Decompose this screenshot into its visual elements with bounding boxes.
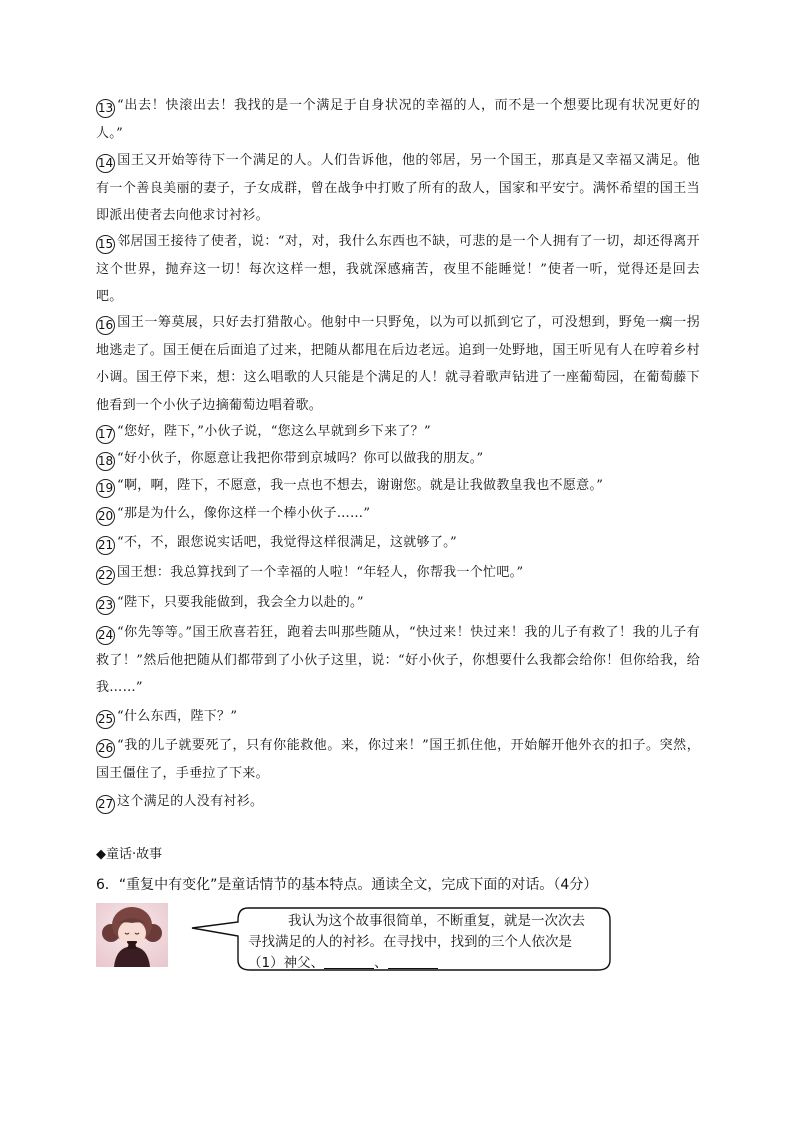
paragraph-number: 19 <box>96 479 115 498</box>
paragraph-19 <box>96 472 700 500</box>
paragraph-text: 国王又开始等待下一个满足的人。人们告诉他，他的邻居，另一个国王，那真是又幸福又满足。他有一个善良美丽的妻子，子女成群，曾在战争中打败了所有的敌人，国家和平安宁。满怀希望的国王当即派出使者去向他求讨衬衫。 <box>96 153 700 223</box>
paragraph-21 <box>96 529 700 557</box>
paragraph-text: “你先等等。”国王欣喜若狂，跑着去叫那些随从，“快过来！快过来！我的儿子有救了！我的儿子有救了！”然后他把随从们都带到了小伙子这里，说：“好小伙子，你想要什么我都会给你！但你给我，给我……” <box>96 625 700 695</box>
paragraph-text: “啊，啊，陛下，不愿意，我一点也不想去，谢谢您。就是让我做教皇我也不愿意。” <box>117 478 604 493</box>
answer-blank-2[interactable] <box>324 954 374 969</box>
paragraph-number: 17 <box>96 425 115 444</box>
paragraph-25 <box>96 703 700 731</box>
girl-illustration-icon <box>96 903 168 967</box>
paragraph-13 <box>96 92 700 147</box>
paragraph-number: 22 <box>96 566 115 585</box>
paragraph-number: 27 <box>96 795 115 814</box>
girl-avatar-image <box>96 903 168 967</box>
paragraph-text: “不，不，跟您说实话吧，我觉得这样很满足，这就够了。” <box>117 535 457 550</box>
paragraph-text: “那是为什么，像你这样一个棒小伙子……” <box>117 506 371 521</box>
paragraph-23 <box>96 589 700 617</box>
paragraph-16 <box>96 309 700 419</box>
paragraph-number: 15 <box>96 235 115 254</box>
paragraph-number: 14 <box>96 154 115 173</box>
paragraph-17 <box>96 418 700 446</box>
question-number: 6． <box>96 877 119 893</box>
paragraph-14 <box>96 147 700 230</box>
paragraph-18 <box>96 445 700 473</box>
paragraph-number: 16 <box>96 316 115 335</box>
paragraph-27 <box>96 788 700 816</box>
paragraph-text: 邻居国王接待了使者，说：“对，对，我什么东西也不缺，可悲的是一个人拥有了一切，却还得离开这个世界，抛弃这一切！每次这样一想，我就深感痛苦，夜里不能睡觉！”使者一听，觉得还是回去吧。 <box>96 234 700 304</box>
question-text: “重复中有变化”是童话情节的基本特点。通读全文，完成下面的对话。（4分） <box>118 877 598 893</box>
paragraph-text: “出去！快滚出去！我找的是一个满足于自身状况的幸福的人，而不是一个想要比现有状况更好的人。” <box>96 98 700 141</box>
paragraph-number: 23 <box>96 596 115 615</box>
paragraph-20 <box>96 500 700 528</box>
section-heading: ◆童话·故事 <box>96 847 163 862</box>
paragraph-text: “好小伙子，你愿意让我把你带到京城吗？你可以做我的朋友。” <box>117 451 484 466</box>
blank-separator: 、 <box>374 955 388 971</box>
paragraph-number: 13 <box>96 99 115 118</box>
answer-blank-3[interactable] <box>388 954 438 969</box>
paragraph-text: 国王想：我总算找到了一个幸福的人啦！“年轻人，你帮我一个忙吧。” <box>117 565 524 580</box>
paragraph-text: “陛下，只要我能做到，我会全力以赴的。” <box>117 595 364 610</box>
paragraph-number: 20 <box>96 507 115 526</box>
paragraph-15 <box>96 228 700 311</box>
paragraph-number: 26 <box>96 739 115 758</box>
paragraph-number: 24 <box>96 626 115 645</box>
paragraph-text: “我的儿子就要死了，只有你能救他。来，你过来！”国王抓住他，开始解开他外衣的扣子。突然，国王僵住了，手垂拉了下来。 <box>96 738 700 781</box>
paragraph-number: 18 <box>96 452 115 471</box>
paragraph-text: “您好，陛下，”小伙子说，“您这么早就到乡下来了？” <box>117 424 431 439</box>
question-6 <box>96 874 716 896</box>
paragraph-text: 这个满足的人没有衬衫。 <box>117 794 264 809</box>
bubble-statement: 我认为这个故事很简单，不断重复，就是一次次去寻找满足的人的衬衫。在寻找中，找到的三个人依次是（1）神父、 <box>248 913 585 971</box>
paragraph-number: 25 <box>96 710 115 729</box>
paragraph-26 <box>96 732 700 787</box>
paragraph-text: 国王一筹莫展，只好去打猎散心。他射中一只野兔，以为可以抓到它了，可没想到，野兔一瘸一拐地逃走了。国王便在后面追了过来，把随从都甩在后边老远。追到一处野地，国王听见有人在哼着乡村小调。国王停下来，想：这么唱歌的人只能是个满足的人！就寻着歌声钻进了一座葡萄园，在葡萄藤下他看到一个小伙子边摘葡萄边唱着歌。 <box>96 315 700 413</box>
paragraph-22 <box>96 559 700 587</box>
paragraph-text: “什么东西，陛下？” <box>117 709 238 724</box>
speech-bubble-text <box>248 911 588 974</box>
paragraph-number: 21 <box>96 536 115 555</box>
paragraph-24 <box>96 619 700 702</box>
